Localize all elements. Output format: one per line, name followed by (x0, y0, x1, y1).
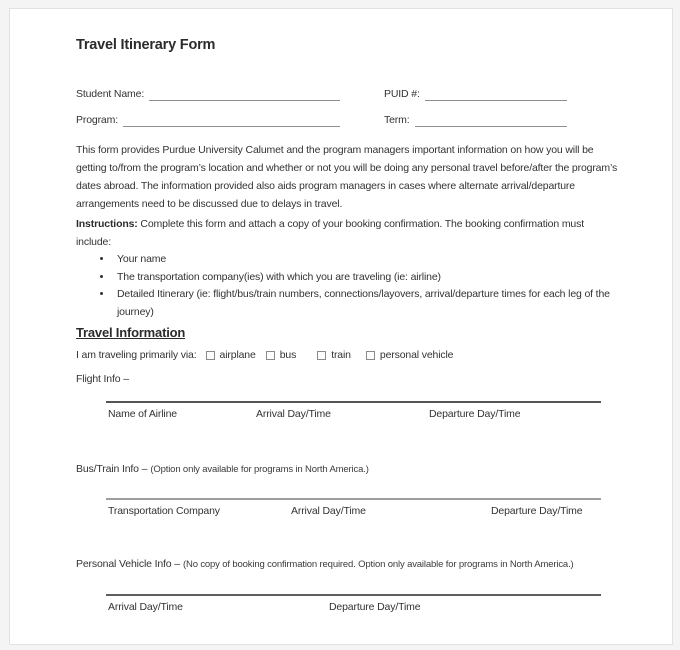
intro-paragraph: This form provides Purdue University Calumet and the program managers important information on how you will be getting to/from the program’s location and whether or not you will be doing any personal travel before/after the program’s dates abroad. The information provided also aids program managers in cases where alternate arrival/departure arrangements need to be discussed due to delays in travel. (76, 144, 618, 210)
airplane-option[interactable] (206, 348, 256, 363)
field-row (76, 113, 621, 127)
flight-table-header (106, 408, 601, 423)
student-name-input-line[interactable] (149, 88, 340, 101)
flight-table-rule (106, 401, 601, 403)
personal-vehicle-table-rule (106, 594, 601, 596)
travel-via-label: I am traveling primarily via: (76, 349, 197, 361)
term-label: Term: (384, 114, 410, 126)
train-option-label: train (331, 349, 351, 361)
column-header-arrival: Arrival Day/Time (291, 505, 366, 517)
personal-vehicle-info-title: Personal Vehicle Info – (76, 558, 180, 570)
form-content (10, 9, 672, 616)
column-header-arrival: Arrival Day/Time (108, 601, 183, 613)
train-option[interactable] (317, 348, 351, 363)
student-name-field (76, 87, 340, 101)
column-header-arrival: Arrival Day/Time (256, 408, 331, 420)
program-label: Program: (76, 114, 118, 126)
column-header-departure: Departure Day/Time (491, 505, 583, 517)
flight-info-table (106, 401, 601, 423)
column-header-airline: Name of Airline (108, 408, 177, 420)
column-header-departure: Departure Day/Time (329, 601, 421, 613)
puid-label: PUID #: (384, 88, 420, 100)
bus-checkbox[interactable] (266, 351, 275, 360)
instructions-label: Instructions: (76, 218, 138, 230)
list-item: • Your name (113, 251, 621, 269)
program-input-line[interactable] (123, 114, 340, 127)
bus-train-info-title: Bus/Train Info – (76, 463, 148, 475)
booking-requirements-list (76, 251, 621, 321)
bus-train-info-table (106, 498, 601, 520)
puid-field (384, 87, 567, 101)
puid-input-line[interactable] (425, 88, 567, 101)
term-input-line[interactable] (415, 114, 567, 127)
list-item: • The transportation company(ies) with which you are traveling (ie: airline) (113, 269, 621, 287)
personal-vehicle-table-header (106, 601, 601, 616)
column-header-transportation-company: Transportation Company (108, 505, 220, 517)
column-header-departure: Departure Day/Time (429, 408, 521, 420)
bus-train-note: (Option only available for programs in North America.) (150, 464, 369, 475)
personal-vehicle-note: (No copy of booking confirmation required. Option only available for programs in North America.) (182, 559, 574, 570)
airplane-option-label: airplane (219, 349, 256, 361)
flight-info-label (76, 372, 621, 387)
travel-via-row (76, 348, 621, 363)
instructions-paragraph (76, 215, 621, 251)
airplane-checkbox[interactable] (206, 351, 215, 360)
instructions-text: Complete this form and attach a copy of your booking confirmation. The booking confirmation must include: (76, 218, 584, 248)
personal-vehicle-checkbox[interactable] (366, 351, 375, 360)
travel-information-heading: Travel Information (76, 325, 186, 340)
personal-vehicle-info-label (76, 557, 621, 572)
form-title: Travel Itinerary Form (76, 37, 216, 53)
list-item: • Detailed Itinerary (ie: flight/bus/train numbers, connections/layovers, arrival/departure times for each leg of the journey) (113, 286, 621, 321)
program-field (76, 113, 340, 127)
bus-option-label: bus (279, 349, 297, 361)
bus-train-table-header (106, 505, 601, 520)
document-page (9, 8, 673, 645)
personal-vehicle-info-table (106, 594, 601, 616)
bus-option[interactable] (266, 348, 296, 363)
personal-vehicle-option-label: personal vehicle (379, 349, 454, 361)
student-name-label: Student Name: (76, 88, 145, 100)
identity-fields (76, 87, 621, 127)
term-field (384, 113, 567, 127)
field-row (76, 87, 621, 101)
personal-vehicle-option[interactable] (366, 348, 453, 363)
train-checkbox[interactable] (317, 351, 326, 360)
flight-info-title: Flight Info – (76, 373, 129, 385)
bus-train-table-rule (106, 498, 601, 500)
bus-train-info-label (76, 462, 621, 477)
